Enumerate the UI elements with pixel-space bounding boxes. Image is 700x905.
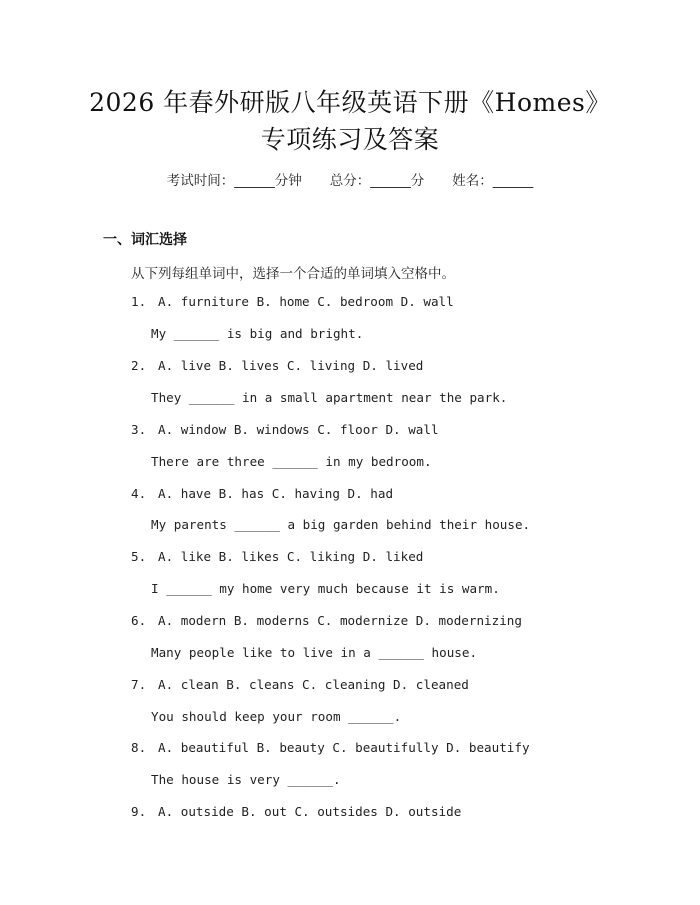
exam-info — [0, 169, 700, 189]
section-instruction: 从下列每组单词中，选择一个合适的单词填入空格中。 — [131, 266, 455, 282]
question-6-options — [131, 613, 522, 628]
question-2-number: 2. — [131, 358, 147, 373]
question-2-choices: A. live B. lives C. living D. lived — [158, 358, 424, 373]
question-6-sentence: Many people like to live in a ______ house. — [151, 645, 478, 660]
question-6-number: 6. — [131, 613, 147, 628]
question-3-options — [131, 422, 439, 437]
page-subtitle: 专项练习及答案 — [260, 125, 440, 154]
question-4-sentence: My parents ______ a big garden behind their house. — [151, 517, 531, 532]
question-5-sentence: I ______ my home very much because it is warm. — [151, 581, 500, 596]
question-1-options — [131, 294, 454, 309]
question-5-choices: A. like B. likes C. liking D. liked — [158, 549, 424, 564]
question-6-choices: A. modern B. moderns C. modernize D. modernizing — [158, 613, 522, 628]
exam-time-label: 考试时间：______分钟 — [166, 173, 302, 189]
question-9-choices: A. outside B. out C. outsides D. outside — [158, 804, 462, 819]
question-1-choices: A. furniture B. home C. bedroom D. wall — [158, 294, 454, 309]
question-1-sentence: My ______ is big and bright. — [151, 326, 364, 341]
question-7-sentence: You should keep your room ______. — [151, 709, 402, 724]
question-8-choices: A. beautiful B. beauty C. beautifully D. beautify — [158, 740, 530, 755]
question-3-sentence: There are three ______ in my bedroom. — [151, 454, 432, 469]
section-heading: 一、词汇选择 — [103, 232, 187, 248]
question-4-number: 4. — [131, 486, 147, 501]
question-3-choices: A. window B. windows C. floor D. wall — [158, 422, 439, 437]
question-9-number: 9. — [131, 804, 147, 819]
total-score-label: 总分：______分 — [329, 173, 425, 189]
question-8-number: 8. — [131, 740, 147, 755]
question-8-sentence: The house is very ______. — [151, 772, 341, 787]
question-7-options — [131, 677, 469, 692]
question-9-options — [131, 804, 461, 819]
question-7-number: 7. — [131, 677, 147, 692]
question-2-sentence: They ______ in a small apartment near the park. — [151, 390, 508, 405]
question-3-number: 3. — [131, 422, 147, 437]
question-5-number: 5. — [131, 549, 147, 564]
question-5-options — [131, 549, 423, 564]
question-7-choices: A. clean B. cleans C. cleaning D. cleaned — [158, 677, 469, 692]
question-4-options — [131, 486, 393, 501]
question-4-choices: A. have B. has C. having D. had — [158, 486, 394, 501]
page-title: 2026 年春外研版八年级英语下册《Homes》 — [89, 88, 611, 117]
question-8-options — [131, 740, 530, 755]
question-2-options — [131, 358, 423, 373]
question-1-number: 1. — [131, 294, 147, 309]
student-name-label: 姓名：______ — [452, 173, 534, 189]
